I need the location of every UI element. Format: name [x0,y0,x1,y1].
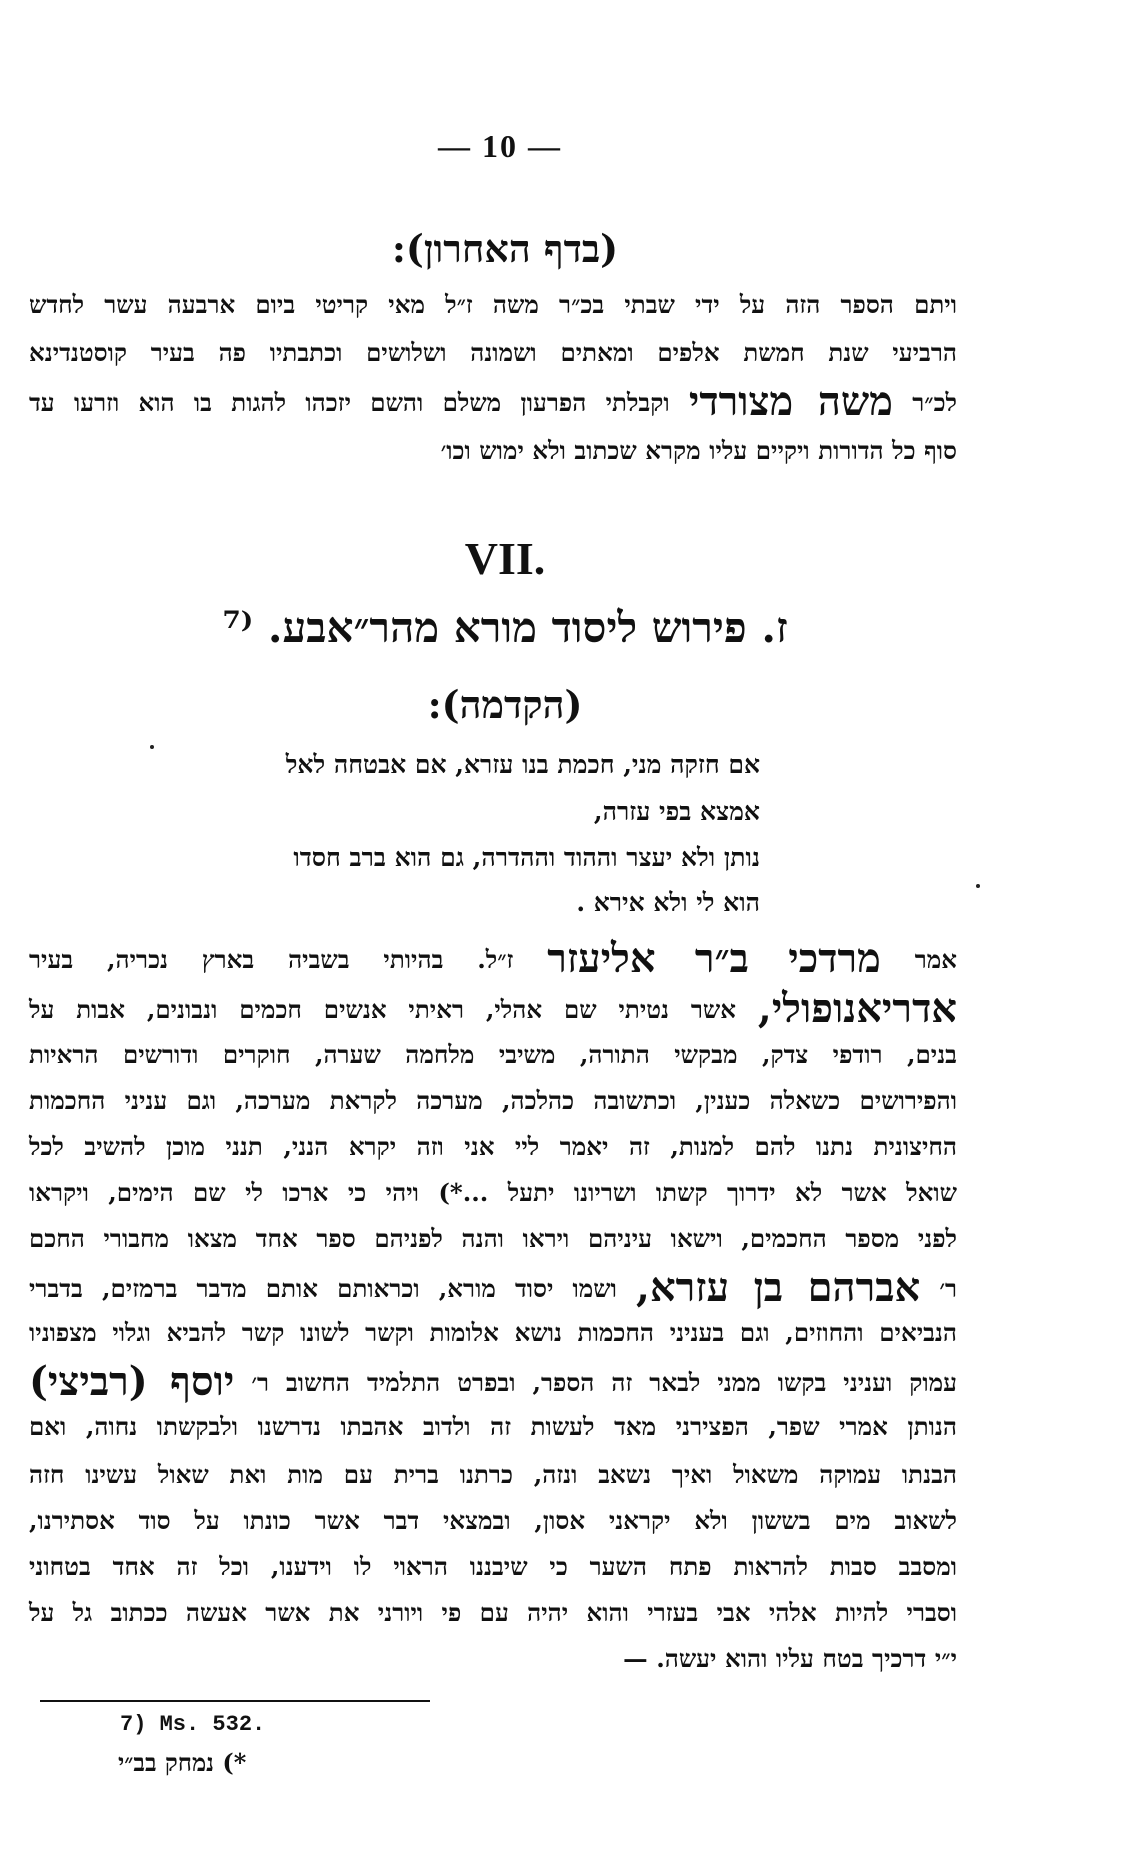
intro-last-line: י״י דרכיך בטח עליו והוא יעשה. — [623,1644,957,1673]
colophon-prefix: לכ״ר [912,388,958,417]
section-number: VII. [464,533,546,584]
intro-line-13: לשאוב מים בששון ולא יקראני אסון, ובמצאי דבר אשר כונתו על סוד אסתירנו, [29,1506,957,1535]
poem-line-4: הוא לי ולא אירא . [576,888,760,917]
footnote-star: *) נמחק בב״י [118,1748,247,1777]
colophon-scribe-name: משה מצורדי [688,378,893,425]
colophon-line-3 [29,378,957,425]
colophon-line-1: ויתם הספר הזה על ידי שבתי בכ״ר משה ז״ל מאי קריטי ביום ארבעה עשר לחדש [29,290,957,319]
intro-line-10-text: עמוק ועניני בקשו ממני לבאר זה הספר, ובפרט התלמיד החשוב ר׳ [251,1368,957,1397]
intro-line-9: הנביאים והחוזים, וגם בעניני החכמות נושא אלומות וקשר לשונו קשר להביא וגלוי מצפוניו [29,1318,957,1347]
intro-line-15: וסברי להיות אלהי אבי בעזרי והוא יהיה עם פי ויורני את אשר אעשה ככתוב גל על [29,1598,957,1627]
print-speck [150,745,154,749]
colophon-line-4: סוף כל הדורות ויקיים עליו מקרא שכתוב ולא ימוש וכו׳ [440,436,957,465]
intro-line-6: שואל אשר לא ידרוך קשתו ושריונו יתעל ...*) ויהי כי ארכו לי שם הימים, ויקראו [29,1178,957,1207]
intro-line-1 [29,935,957,982]
student-name: יוסף (רביצי) [29,1358,235,1405]
intro-line-8-lead: ר׳ [939,1274,958,1303]
intro-line-11: הנותן אמרי שפר, הפצירני מאד לעשות זה ולדוב אהבתו נדרשנו ולבקשתו נחוה, ואם [29,1412,957,1441]
intro-line-8 [29,1264,957,1311]
print-speck [976,884,980,888]
section-title: ז. פירוש ליסוד מורא מהר״אבע. ⁽⁷ [222,603,788,652]
intro-line-2-text: אשר נטיתי שם אהלי, ראיתי אנשים חכמים ונבונים, אבות על [29,995,737,1024]
intro-line-12: הבנתו עמוקה משאול ואיך נשאב ונזה, כרתנו ברית עם מות ואת שאול עשינו חזה [29,1460,957,1489]
intro-line-5: החיצונית נתנו להם למנות, זה יאמר ליי אני וזה יקרא הנני, תנני מוכן להשיב לכל [29,1132,957,1161]
colophon-heading: (בדף האחרון): [391,226,619,271]
footnote-rule [40,1700,430,1702]
intro-line-1-text: ז״ל. בהיותי בשביה בארץ נכריה, בעיר [29,945,514,974]
author-name: מרדכי ב״ר אליעזר [547,935,881,982]
intro-line-10 [29,1358,957,1405]
footnote-7: 7) Ms. 532. [120,1712,266,1737]
colophon-line-2: הרביעי שנת חמשת אלפים ומאתים ושמונה ושלושים וכתבתיו פה בעיר קוסטנדינא [29,338,957,367]
page-number: — 10 — [438,128,562,164]
intro-line-7: לפני מספר החכמים, וישאו עיניהם ויראו והנה לפניהם ספר אחד מצאו מחבורי החכם [29,1224,957,1253]
intro-line-3: בנים, רודפי צדק, מבקשי התורה, משיבי מלחמה שערה, חוקרים ודורשים הראיות [29,1040,957,1069]
poem-line-3: נותן ולא יעצר וההוד וההדרה, גם הוא ברב חסדו [293,843,760,872]
intro-line-2 [29,985,957,1032]
city-name: אדריאנופולי, [757,985,957,1032]
intro-heading: (הקדמה): [427,682,583,727]
intro-line-8-text: ושמו יסוד מורא, וכראותם אותם מדבר ברמזים, בדברי [29,1274,617,1303]
colophon-line-3-text: וקבלתי הפרעון משלם והשם יזכהו להגות בו הוא וזרעו עד [29,388,670,417]
poem-line-2: אמצא בפי עזרה, [593,797,760,826]
intro-lead-word: אמר [914,945,958,974]
ibn-ezra-name: אברהם בן עזרא, [636,1264,921,1311]
intro-line-14: ומסבב סבות להראות פתח השער כי שיבננו הראוי לו וידענו, וכל זה אחד בטחוני [29,1552,957,1581]
poem-line-1: אם חזקה מני, חכמת בנו עזרא, אם אבטחה לאל [285,750,760,779]
intro-line-4: והפירושים כשאלה כענין, וכתשובה כהלכה, מערכה לקראת מערכה, וגם עניני החכמות [29,1086,957,1115]
